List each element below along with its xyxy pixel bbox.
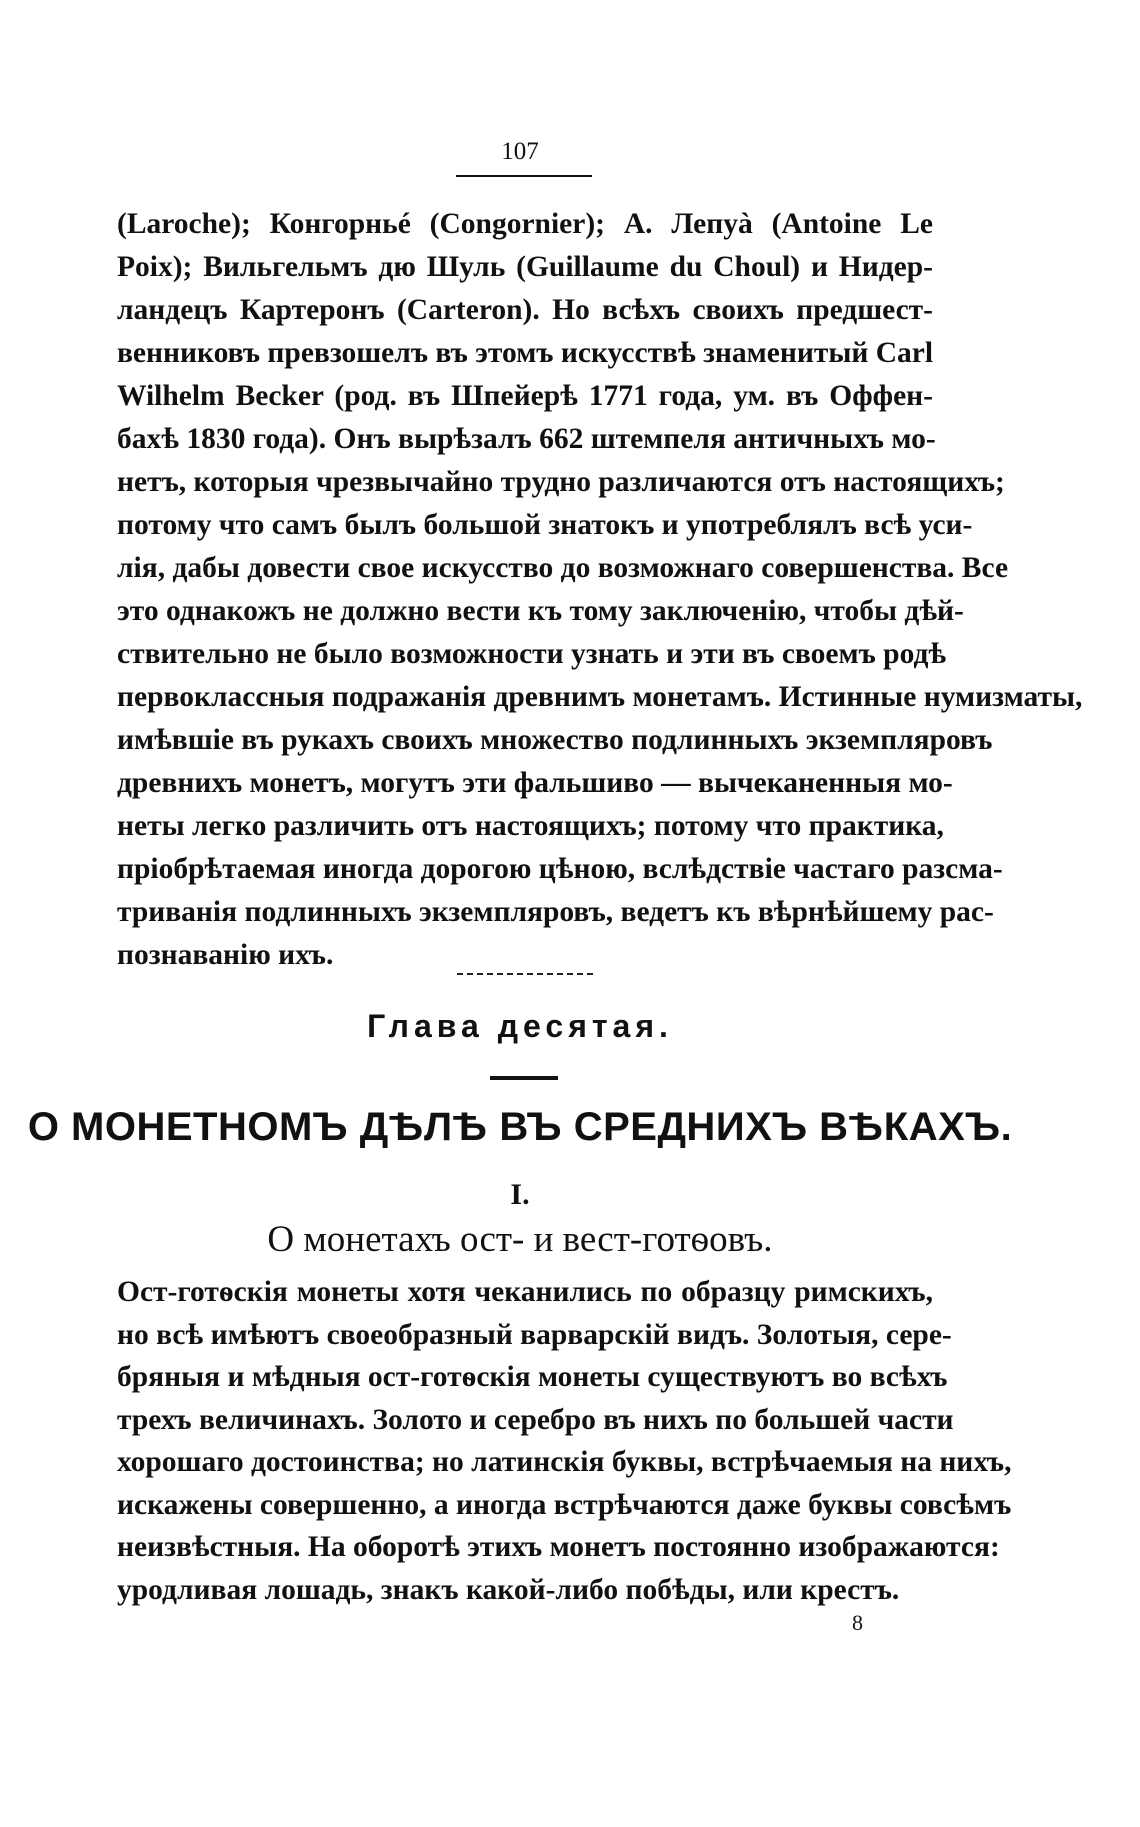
text-line: неизвѣстныя. На оборотѣ этихъ монетъ постоянно изображаются: [117, 1531, 1000, 1563]
header-rule [456, 175, 592, 177]
text-line: потому что самъ былъ большой знатокъ и употреблялъ всѣ уси- [117, 509, 973, 541]
section-separator [457, 973, 593, 977]
text-line: первоклассныя подражанія древнимъ монетамъ. Истинные нумизматы, [117, 681, 1083, 713]
text-line: познаванію ихъ. [117, 939, 334, 971]
chapter-rule [490, 1076, 558, 1080]
text-line: Wilhelm Becker (род. въ Шпейерѣ 1771 года, ум. въ Оффен- [117, 380, 933, 412]
text-line: хорошаго достоинства; но латинскія буквы, встрѣчаемыя на нихъ, [117, 1446, 1012, 1478]
paragraph-continued [117, 203, 1083, 977]
signature-mark: 8 [852, 1610, 863, 1635]
text-line: древнихъ монетъ, могутъ эти фальшиво — вычеканенныя мо- [117, 767, 953, 799]
subheading: О монетахъ ост- и вест-готѳовъ. [267, 1219, 773, 1260]
page-number: 107 [501, 138, 539, 165]
text-line: венниковъ превзошелъ въ этомъ искусствѣ знаменитый Carl [117, 337, 934, 369]
text-line: нетъ, которыя чрезвычайно трудно различаются отъ настоящихъ; [117, 466, 1005, 498]
text-line: искажены совершенно, а иногда встрѣчаются даже буквы совсѣмъ [117, 1488, 1012, 1521]
text-line: это однакожъ не должно вести къ тому заключенію, чтобы дѣй- [117, 595, 964, 627]
paragraph-ostrogothic-coins [117, 1271, 1012, 1611]
section-heading: О МОНЕТНОМЪ ДѢЛѢ ВЪ СРЕДНИХЪ ВѢКАХЪ. [27, 1105, 1013, 1149]
text-line: имѣвшіе въ рукахъ своихъ множество подлинныхъ экземпляровъ [117, 724, 993, 756]
text-line: бряныя и мѣдныя ост-готѳскія монеты существуютъ во всѣхъ [117, 1361, 948, 1393]
text-line: неты легко различить отъ настоящихъ; потому что практика, [117, 810, 944, 842]
text-line: лія, дабы довести свое искусство до возможнаго совершенства. Все [117, 552, 1009, 584]
text-line: триванія подлинныхъ экземпляровъ, ведетъ къ вѣрнѣйшему рас- [117, 896, 994, 928]
text-line: бахѣ 1830 года). Онъ вырѣзалъ 662 штемпеля античныхъ мо- [117, 423, 936, 455]
text-line: пріобрѣтаемая иногда дорогою цѣною, вслѣдствіе частаго разсма- [117, 853, 1003, 885]
section-number: I. [510, 1178, 530, 1211]
text-line: уродливая лошадь, знакъ какой-либо побѣды, или крестъ. [117, 1573, 900, 1606]
text-line: ствительно не было возможности узнать и эти въ своемъ родѣ [117, 638, 947, 670]
chapter-title: Глава десятая. [367, 1008, 673, 1044]
text-line: Poix); Вильгельмъ дю Шуль (Guillaume du Choul) и Нидер- [117, 251, 933, 283]
text-line: (Laroche); Конгорньé (Congornier); А. Лепуà (Antoine Le [117, 208, 933, 240]
text-line: трехъ величинахъ. Золото и серебро въ нихъ по большей части [117, 1403, 954, 1436]
text-line: но всѣ имѣютъ своеобразный варварскій видъ. Золотыя, сере- [117, 1318, 952, 1351]
text-line: ландецъ Картеронъ (Carteron). Но всѣхъ своихъ предшест- [117, 294, 933, 326]
text-line: Ост-готѳскія монеты хотя чеканились по образцу римскихъ, [117, 1276, 933, 1308]
